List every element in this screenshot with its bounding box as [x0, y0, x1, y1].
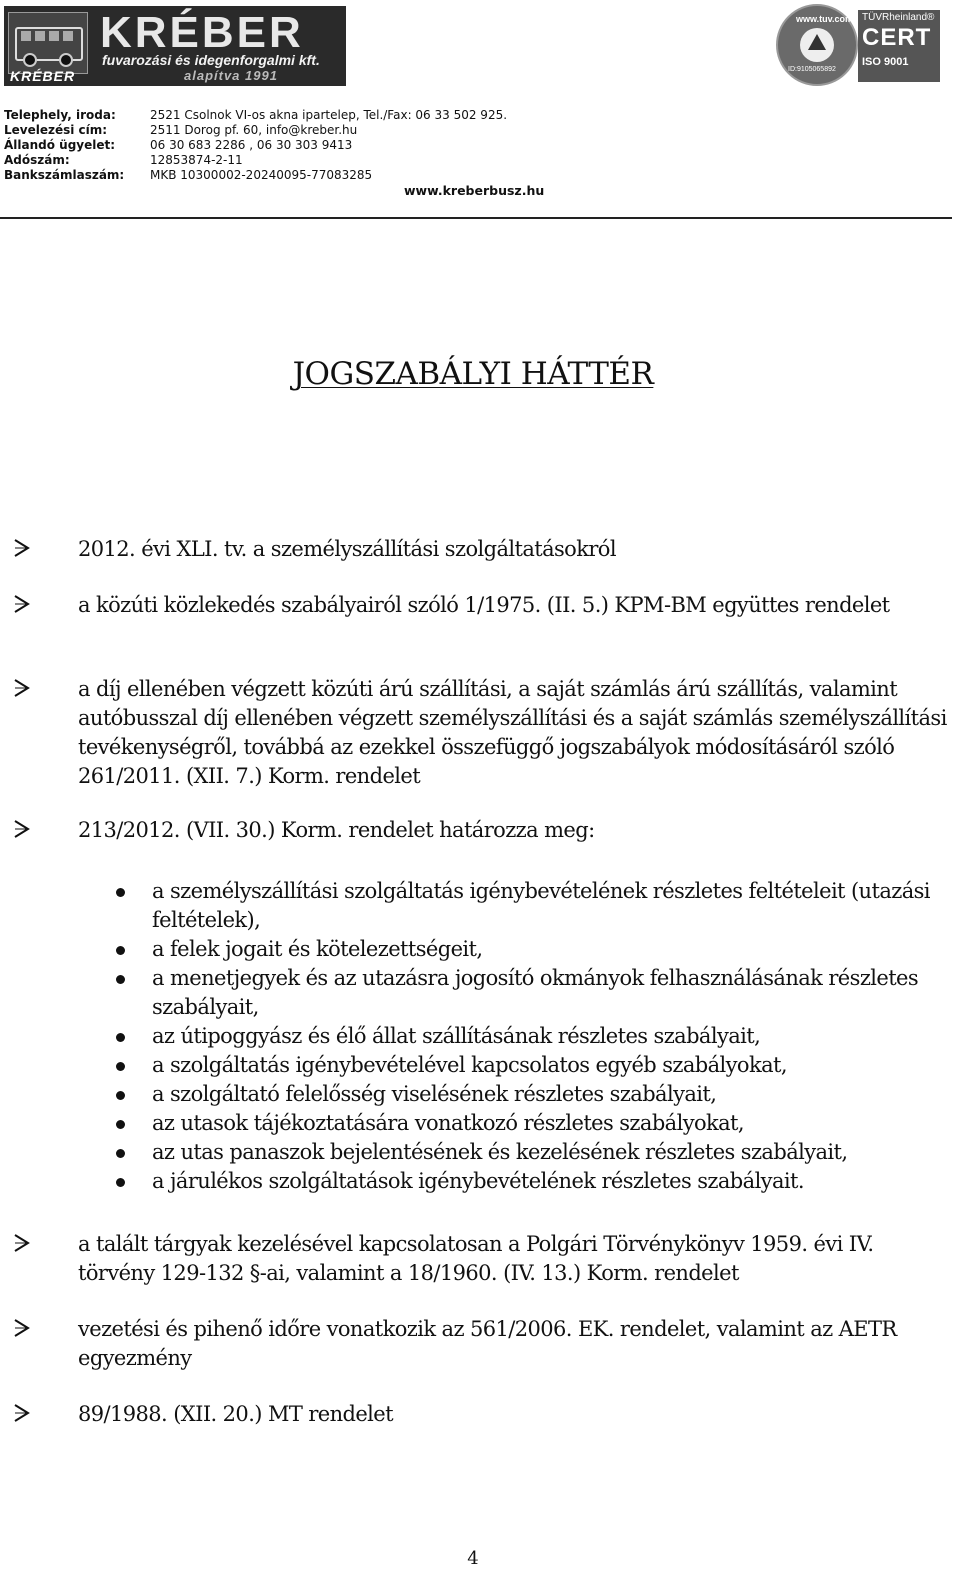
sub-bullet-item	[152, 1109, 952, 1138]
contact-row	[4, 123, 507, 138]
list-item	[78, 591, 948, 620]
list-item-text: 213/2012. (VII. 30.) Korm. rendelet határozza meg:	[78, 818, 595, 842]
tuv-certification-logo	[776, 4, 940, 84]
arrow-bullet-icon	[12, 593, 32, 615]
arrow-bullet-icon	[12, 677, 32, 699]
logo-small-name: KRÉBER	[10, 68, 76, 84]
bullet-dot-icon	[116, 1062, 125, 1071]
contact-row	[4, 138, 507, 153]
list-item-text: 89/1988. (XII. 20.) MT rendelet	[78, 1402, 393, 1426]
logo-name: KRÉBER	[100, 8, 304, 57]
contact-value: 12853874-2-11	[150, 153, 243, 167]
contact-label: Bankszámlaszám:	[4, 168, 125, 182]
bullet-dot-icon	[116, 975, 125, 984]
bullet-dot-icon	[116, 1178, 125, 1187]
contact-value: 06 30 683 2286 , 06 30 303 9413	[150, 138, 353, 152]
bullet-dot-icon	[116, 946, 125, 955]
bullet-dot-icon	[116, 1120, 125, 1129]
sub-bullet-text: a felek jogait és kötelezettségeit,	[152, 937, 483, 961]
list-item-text: vezetési és pihenő időre vonatkozik az 561/2006. EK. rendelet, valamint az AETR egyezmény	[78, 1317, 897, 1370]
bus-icon	[8, 12, 88, 74]
list-item	[78, 816, 948, 845]
sub-bullet-text: a menetjegyek és az utazásra jogosító okmányok felhasználásának részletes szabályait,	[152, 966, 919, 1019]
sub-bullet-item	[152, 935, 952, 964]
sub-bullet-item	[152, 1080, 952, 1109]
certification-seal-icon	[776, 4, 858, 86]
sub-bullet-item	[152, 877, 952, 935]
bullet-dot-icon	[116, 1033, 125, 1042]
contact-block	[4, 108, 507, 183]
sub-bullet-text: a szolgáltató felelősség viselésének részletes szabályait,	[152, 1082, 717, 1106]
sub-bullet-text: az utasok tájékoztatására vonatkozó részletes szabályokat,	[152, 1111, 744, 1135]
arrow-bullet-icon	[12, 1232, 32, 1254]
contact-label: Adószám:	[4, 153, 70, 167]
sub-bullet-text: a járulékos szolgáltatások igénybevételének részletes szabályait.	[152, 1169, 804, 1193]
sub-bullet-text: a szolgáltatás igénybevételével kapcsolatos egyéb szabályokat,	[152, 1053, 787, 1077]
bullet-dot-icon	[116, 1091, 125, 1100]
list-item	[78, 1230, 948, 1288]
sub-bullet-text: a személyszállítási szolgáltatás igénybevételének részletes feltételeit (utazási feltételek),	[152, 879, 930, 932]
cert-brand: TÜVRheinland®	[862, 12, 935, 23]
company-logo	[4, 6, 346, 86]
list-item-text: 2012. évi XLI. tv. a személyszállítási szolgáltatásokról	[78, 537, 616, 561]
seal-text: www.tuv.com	[796, 14, 854, 24]
page-number: 4	[467, 1548, 479, 1569]
list-item	[78, 1400, 948, 1429]
bullet-dot-icon	[116, 888, 125, 897]
sub-bullet-text: az útipoggyász és élő állat szállításának részletes szabályait,	[152, 1024, 761, 1048]
sub-bullet-list	[152, 877, 952, 1196]
contact-value: MKB 10300002-20240095-77083285	[150, 168, 373, 182]
contact-label: Telephely, iroda:	[4, 108, 116, 122]
website-link[interactable]: www.kreberbusz.hu	[404, 183, 545, 198]
arrow-bullet-icon	[12, 1402, 32, 1424]
contact-label: Levelezési cím:	[4, 123, 108, 137]
contact-value: 2521 Csolnok VI-os akna ipartelep, Tel./Fax: 06 33 502 925.	[150, 108, 508, 122]
seal-id: ID:9105065892	[788, 66, 836, 73]
sub-bullet-item	[152, 1138, 952, 1167]
contact-value: 2511 Dorog pf. 60, info@kreber.hu	[150, 123, 358, 137]
cert-label: CERT	[862, 24, 932, 51]
logo-founded: alapítva 1991	[184, 68, 278, 83]
contact-row	[4, 108, 507, 123]
contact-row	[4, 168, 507, 183]
header-divider	[0, 217, 952, 219]
sub-bullet-item	[152, 1051, 952, 1080]
contact-row	[4, 153, 507, 168]
page-title: JOGSZABÁLYI HÁTTÉR	[292, 356, 654, 392]
sub-bullet-item	[152, 1167, 952, 1196]
list-item	[78, 535, 948, 564]
arrow-bullet-icon	[12, 537, 32, 559]
arrow-bullet-icon	[12, 1317, 32, 1339]
bullet-dot-icon	[116, 1149, 125, 1158]
sub-bullet-text: az utas panaszok bejelentésének és kezelésének részletes szabályait,	[152, 1140, 848, 1164]
list-item	[78, 675, 948, 791]
list-item-text: a közúti közlekedés szabályairól szóló 1/1975. (II. 5.) KPM-BM együttes rendelet	[78, 593, 890, 617]
sub-bullet-item	[152, 1022, 952, 1051]
list-item-text: a díj ellenében végzett közúti árú szállítási, a saját számlás árú szállítás, valamint autóbusszal díj ellenében végzett személyszállítási és a saját számlás személyszállítási tevékenységről, továbbá az ezekkel összefüggő jogszabályok módosításáról szóló 261/2011. (XII. 7.) Korm. rendelet	[78, 677, 947, 788]
arrow-bullet-icon	[12, 818, 32, 840]
cert-panel	[858, 10, 940, 82]
contact-label: Állandó ügyelet:	[4, 138, 116, 152]
logo-tagline: fuvarozási és idegenforgalmi kft.	[102, 52, 320, 68]
list-item-text: a talált tárgyak kezelésével kapcsolatosan a Polgári Törvénykönyv 1959. évi IV. törvény 129-132 §-ai, valamint a 18/1960. (IV. 13.) Korm. rendelet	[78, 1232, 874, 1285]
list-item	[78, 1315, 948, 1373]
sub-bullet-item	[152, 964, 952, 1022]
cert-standard: ISO 9001	[862, 56, 909, 68]
